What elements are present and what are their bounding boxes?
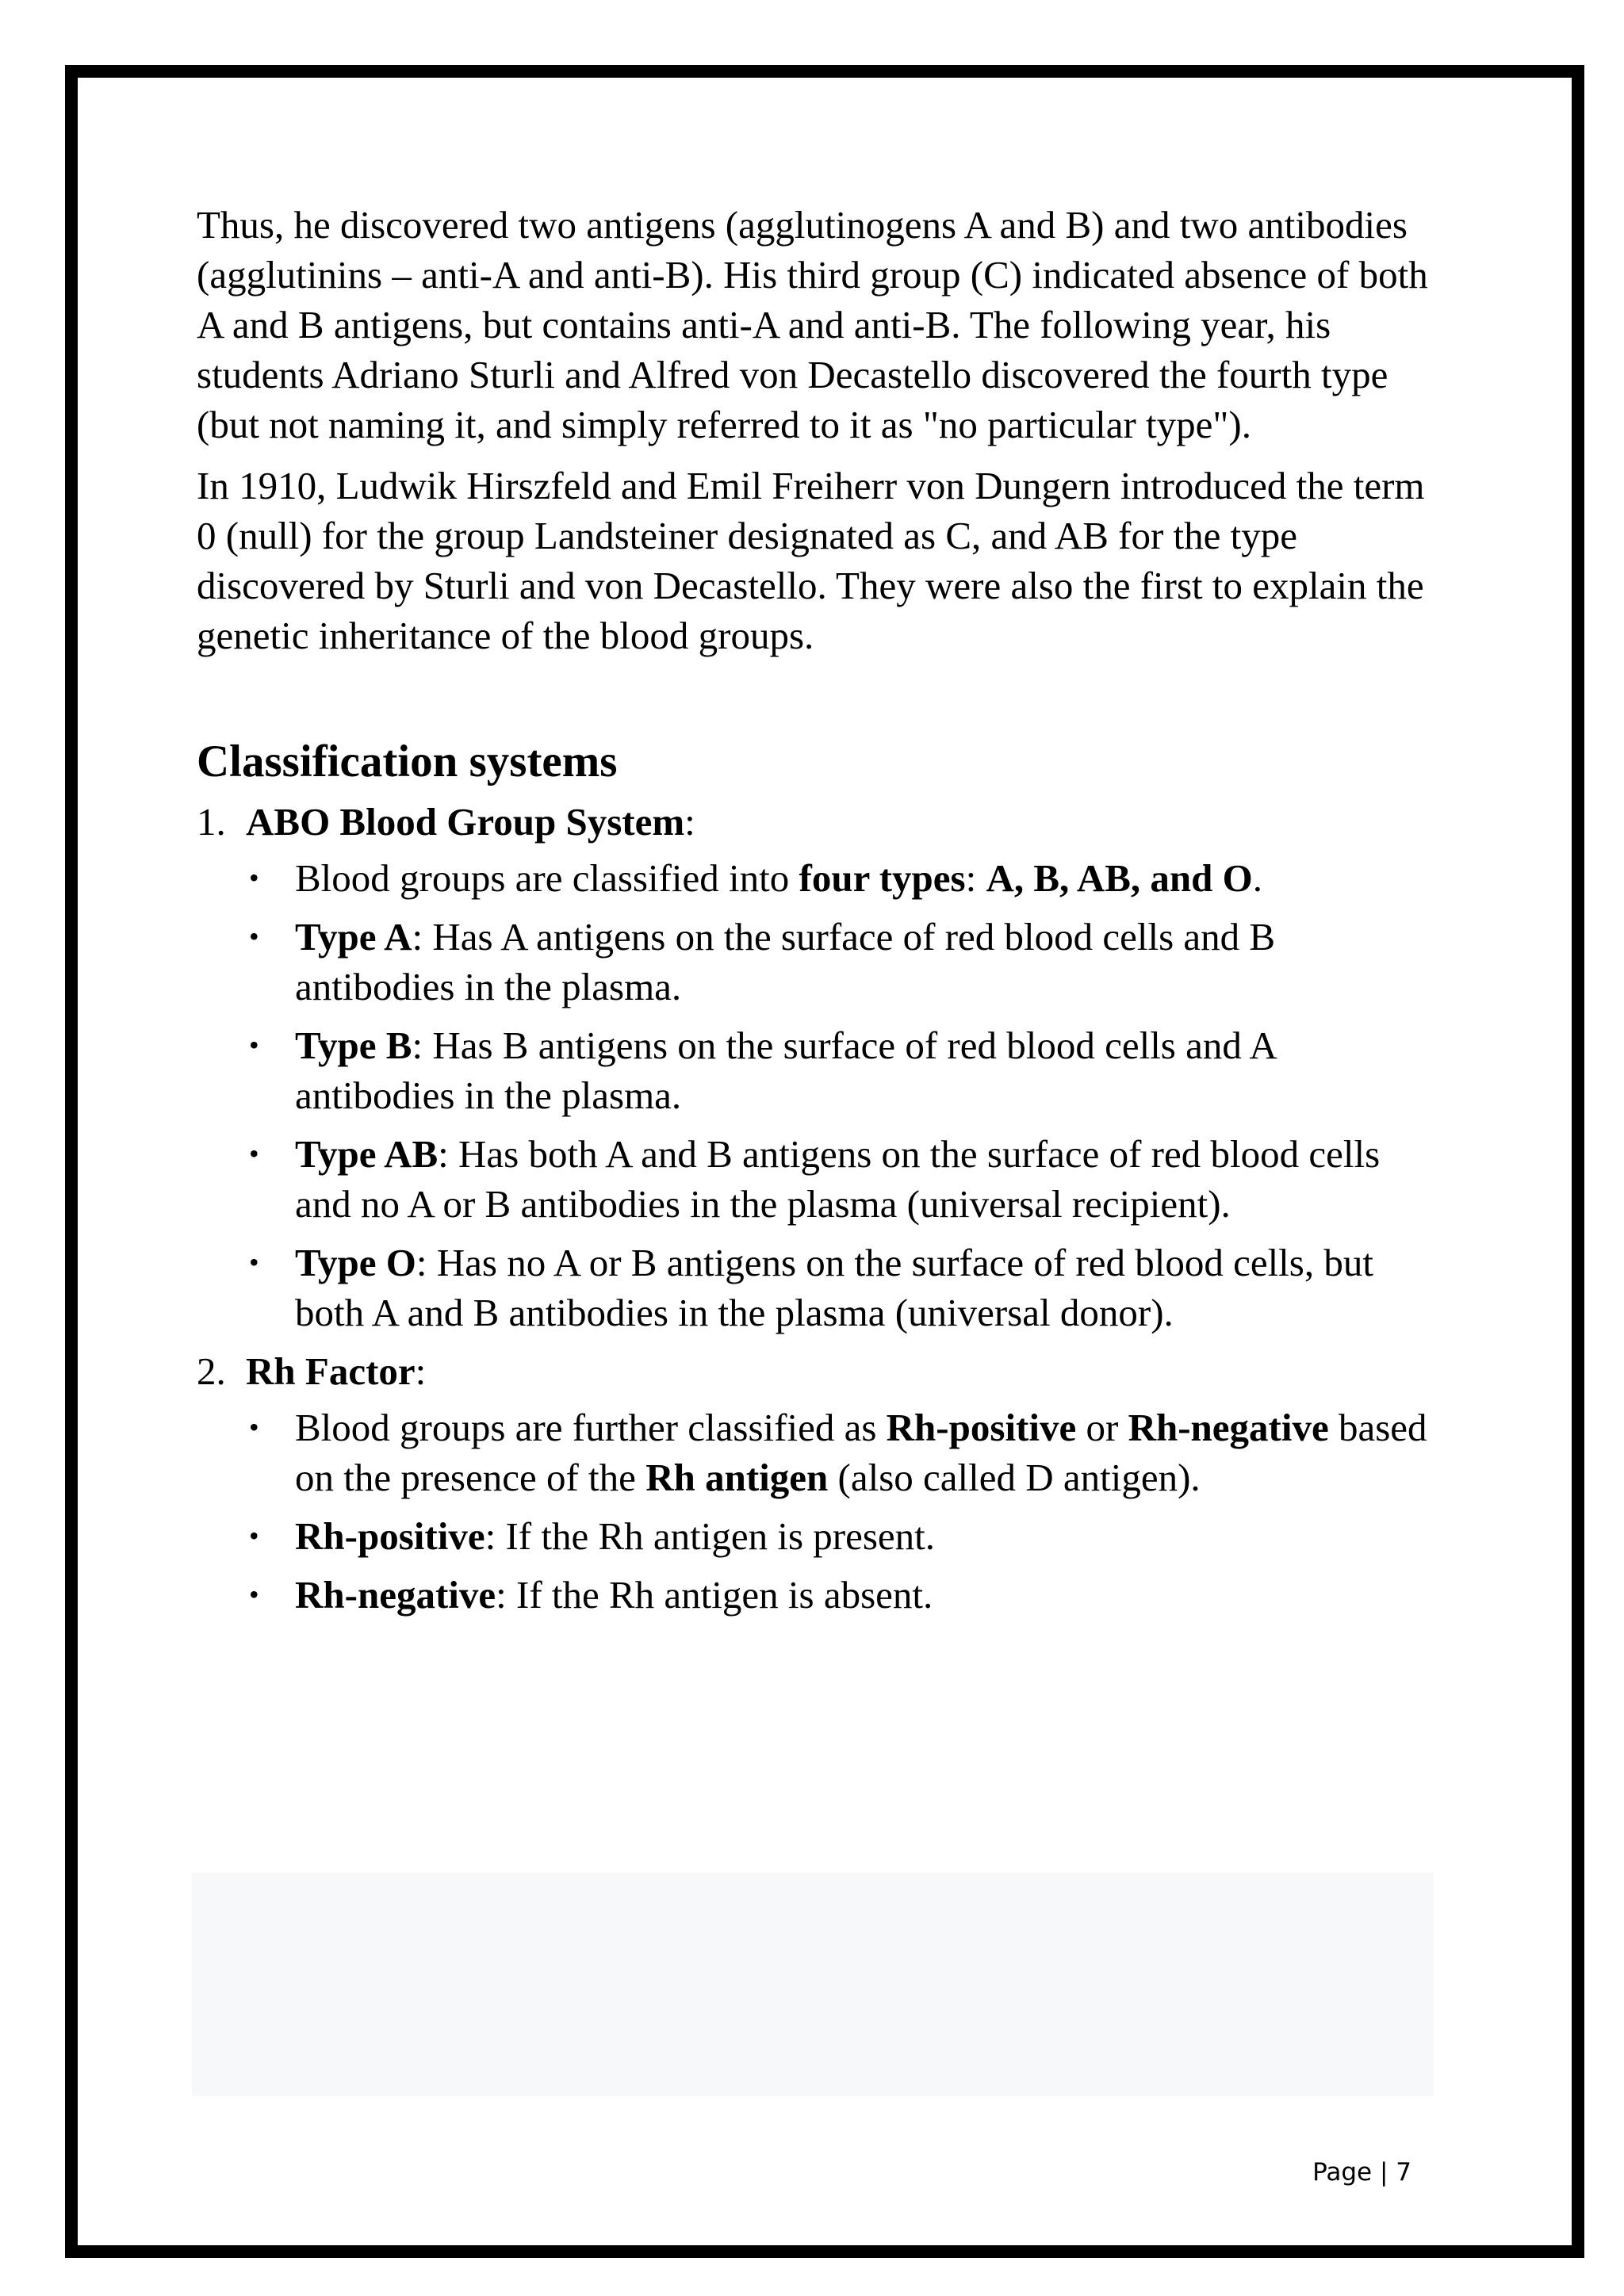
bullet-lead: Type A bbox=[295, 915, 412, 959]
list-item bbox=[197, 912, 1434, 1012]
blank-placeholder-box bbox=[192, 1873, 1434, 2096]
section-title-colon: : bbox=[684, 800, 695, 844]
list-number: 2. bbox=[197, 1349, 226, 1393]
section-title-bold: Rh Factor bbox=[246, 1349, 416, 1393]
bullet-lead: Type B bbox=[295, 1024, 412, 1067]
list-item bbox=[197, 1129, 1434, 1229]
section-title-colon: : bbox=[415, 1349, 427, 1393]
bullet-text: based on the presence of the bbox=[295, 1406, 1427, 1499]
rh-section-title bbox=[197, 1346, 1434, 1396]
bullet-text: : If the Rh antigen is absent. bbox=[496, 1573, 933, 1617]
page-number: Page | 7 bbox=[1312, 2158, 1411, 2187]
bullet-text: (also called D antigen). bbox=[828, 1456, 1201, 1499]
bullet-lead: Rh-negative bbox=[295, 1573, 496, 1617]
list-item bbox=[197, 853, 1434, 903]
numbered-list bbox=[197, 797, 1434, 1620]
list-item bbox=[197, 1511, 1434, 1561]
bullet-lead: Type AB bbox=[295, 1132, 439, 1176]
bullet-text: : Has both A and B antigens on the surface of red blood cells and no A or B antibodies in the plasma (universal recipient). bbox=[295, 1132, 1381, 1226]
list-item bbox=[197, 1570, 1434, 1620]
list-number: 1. bbox=[197, 800, 226, 844]
rh-bullet-list bbox=[197, 1402, 1434, 1620]
bullet-lead: Type O bbox=[295, 1241, 416, 1284]
bullet-text: : If the Rh antigen is present. bbox=[485, 1514, 936, 1558]
bullet-bold: Rh antigen bbox=[645, 1456, 829, 1499]
bullet-text: : bbox=[965, 856, 986, 900]
bullet-text: Blood groups are classified into bbox=[295, 856, 799, 900]
list-item bbox=[197, 1402, 1434, 1502]
bullet-bold: A, B, AB, and O bbox=[986, 856, 1253, 900]
bullet-bold: four types bbox=[799, 856, 966, 900]
bullet-text: : Has B antigens on the surface of red blood cells and A antibodies in the plasma. bbox=[295, 1024, 1276, 1117]
bullet-text: Blood groups are further classified as bbox=[295, 1406, 887, 1449]
document-body bbox=[197, 200, 1434, 1628]
history-paragraph-2: In 1910, Ludwik Hirszfeld and Emil Freiherr von Dungern introduced the term 0 (null) for the group Landsteiner designated as C, and AB for the type discovered by Sturli and von Decastello. They were also the first to explain the genetic inheritance of the blood groups. bbox=[197, 464, 1425, 657]
bullet-lead: Rh-positive bbox=[295, 1514, 485, 1558]
bullet-text: . bbox=[1252, 856, 1263, 900]
bullet-bold: Rh-negative bbox=[1128, 1406, 1329, 1449]
bullet-text: : Has no A or B antigens on the surface of red blood cells, but both A and B antibodies in the plasma (universal donor). bbox=[295, 1241, 1373, 1334]
abo-section-title bbox=[197, 797, 1434, 847]
list-item bbox=[197, 1238, 1434, 1337]
abo-bullet-list bbox=[197, 853, 1434, 1337]
history-paragraph-1: Thus, he discovered two antigens (agglutinogens A and B) and two antibodies (agglutinins – anti-A and anti-B). His third group (C) indicated absence of both A and B antigens, but contains anti-A and anti-B. The following year, his students Adriano Sturli and Alfred von Decastello discovered the fourth type (but not naming it, and simply referred to it as "no particular type"). bbox=[197, 203, 1428, 446]
section-title-bold: ABO Blood Group System bbox=[246, 800, 685, 844]
bullet-bold: Rh-positive bbox=[886, 1406, 1077, 1449]
bullet-text: : Has A antigens on the surface of red blood cells and B antibodies in the plasma. bbox=[295, 915, 1276, 1008]
list-item bbox=[197, 1020, 1434, 1120]
section-heading: Classification systems bbox=[197, 737, 618, 786]
bullet-text: or bbox=[1076, 1406, 1128, 1449]
